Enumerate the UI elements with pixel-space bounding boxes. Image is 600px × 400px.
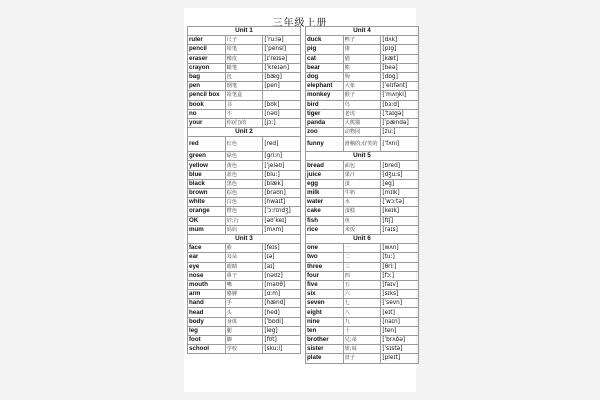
vocab-chinese: 大象	[343, 82, 381, 91]
vocab-phonetic: [wʌn]	[381, 244, 419, 253]
unit-header-row	[306, 27, 419, 36]
vocab-row	[188, 198, 301, 207]
vocab-chinese: 手	[225, 299, 263, 308]
vocab-chinese: 老虎	[343, 109, 381, 118]
vocab-chinese: 面包	[343, 161, 381, 170]
vocab-word: brother	[306, 336, 344, 345]
vocab-word: mum	[188, 225, 226, 234]
vocab-phonetic: [ˈkreɪən]	[263, 63, 301, 72]
vocab-chinese: 橡皮	[225, 54, 263, 63]
vocab-word: pencil box	[188, 91, 226, 100]
vocab-phonetic: [ˈruːlə]	[263, 36, 301, 45]
vocab-word: pencil	[188, 45, 226, 54]
unit-header: Unit 6	[306, 234, 419, 243]
vocab-chinese: 果汁	[343, 170, 381, 179]
vocab-row	[306, 82, 419, 91]
vocab-row	[188, 109, 301, 118]
vocab-word: head	[188, 308, 226, 317]
vocab-chinese: 蜡笔	[225, 63, 263, 72]
vocab-chinese: 七	[343, 299, 381, 308]
vocab-phonetic: [bred]	[381, 161, 419, 170]
vocab-phonetic: [ɪˈreɪsə]	[263, 54, 301, 63]
vocab-word: white	[188, 198, 226, 207]
vocab-row	[188, 290, 301, 299]
vocab-word: arm	[188, 290, 226, 299]
vocab-chinese: 黄色	[225, 161, 263, 170]
vocab-chinese: 盘子	[343, 354, 381, 363]
vocab-chinese: 滑稽的;好笑的	[343, 137, 381, 152]
vocab-row	[306, 63, 419, 72]
vocab-chinese: 姐;妹	[343, 345, 381, 354]
vocab-chinese: 狗	[343, 72, 381, 81]
vocab-row	[188, 253, 301, 262]
vocab-column-left	[187, 26, 301, 354]
vocab-chinese: 鼻子	[225, 271, 263, 280]
vocab-phonetic: [ˈsevn]	[381, 299, 419, 308]
vocab-phonetic: [dɒg]	[381, 72, 419, 81]
vocab-row	[188, 54, 301, 63]
vocab-word: eraser	[188, 54, 226, 63]
vocab-word: orange	[188, 207, 226, 216]
vocab-phonetic	[263, 91, 301, 100]
vocab-chinese: 不	[225, 109, 263, 118]
vocab-chinese: 八	[343, 308, 381, 317]
vocab-row	[306, 128, 419, 137]
vocab-row	[306, 308, 419, 317]
vocab-row	[306, 72, 419, 81]
vocab-row	[188, 137, 301, 152]
vocab-phonetic: [mɪlk]	[381, 189, 419, 198]
vocab-phonetic: [ˈbrʌðə]	[381, 336, 419, 345]
vocab-chinese: 你(们)的	[225, 118, 263, 127]
vocab-row	[188, 72, 301, 81]
vocab-word: ten	[306, 326, 344, 335]
vocab-word: blue	[188, 170, 226, 179]
vocab-phonetic: [nəʊz]	[263, 271, 301, 280]
vocab-word: book	[188, 100, 226, 109]
page-title: 三年级上册	[272, 18, 328, 29]
vocab-word: one	[306, 244, 344, 253]
vocab-row	[306, 109, 419, 118]
vocab-phonetic: [hwaɪt]	[263, 198, 301, 207]
vocab-phonetic: [braʊn]	[263, 189, 301, 198]
vocab-chinese: 水	[343, 198, 381, 207]
vocab-column-right	[305, 26, 419, 364]
vocab-word: yellow	[188, 161, 226, 170]
vocab-word: brown	[188, 189, 226, 198]
vocab-chinese: 眼睛	[225, 262, 263, 271]
vocab-chinese: 橙色	[225, 207, 263, 216]
vocab-row	[306, 345, 419, 354]
vocab-word: black	[188, 179, 226, 188]
vocab-word: leg	[188, 326, 226, 335]
vocab-word: your	[188, 118, 226, 127]
vocab-chinese: 十	[343, 326, 381, 335]
vocab-word: egg	[306, 179, 344, 188]
vocab-chinese: 鸟	[343, 100, 381, 109]
vocab-chinese: 尺子	[225, 36, 263, 45]
vocab-row	[306, 317, 419, 326]
vocab-row	[306, 253, 419, 262]
vocab-phonetic: [zuː]	[381, 128, 419, 137]
vocab-chinese: 嘴	[225, 280, 263, 289]
vocab-phonetic: [eɪt]	[381, 308, 419, 317]
vocab-row	[188, 216, 301, 225]
unit-header-row	[306, 152, 419, 161]
vocab-phonetic: [griːn]	[263, 152, 301, 161]
vocab-phonetic: [ˈwɔːtə]	[381, 198, 419, 207]
vocab-phonetic: [ˈpændə]	[381, 118, 419, 127]
vocab-phonetic: [pleɪt]	[381, 354, 419, 363]
vocab-row	[306, 100, 419, 109]
vocab-chinese: 米饭	[343, 225, 381, 234]
vocab-phonetic: [nəʊ]	[263, 109, 301, 118]
vocab-word: nose	[188, 271, 226, 280]
vocab-phonetic: [keɪk]	[381, 207, 419, 216]
vocab-chinese: 一	[343, 244, 381, 253]
vocab-phonetic: [fɔː]	[381, 271, 419, 280]
vocab-chinese: 妈妈	[225, 225, 263, 234]
vocab-word: duck	[306, 36, 344, 45]
vocab-row	[306, 336, 419, 345]
vocab-row	[188, 308, 301, 317]
vocab-word: red	[188, 137, 226, 152]
vocab-word: OK	[188, 216, 226, 225]
vocab-phonetic: [ˈpensl]	[263, 45, 301, 54]
vocab-chinese: 二	[343, 253, 381, 262]
vocab-row	[306, 262, 419, 271]
vocab-word: green	[188, 152, 226, 161]
vocab-chinese: 牛奶	[343, 189, 381, 198]
vocab-word: bag	[188, 72, 226, 81]
vocab-word: funny	[306, 137, 344, 152]
vocab-chinese: 六	[343, 290, 381, 299]
vocab-table-left	[187, 26, 301, 354]
vocab-phonetic: [tuː]	[381, 253, 419, 262]
vocab-word: ruler	[188, 36, 226, 45]
vocab-word: fish	[306, 216, 344, 225]
vocab-chinese: 五	[343, 280, 381, 289]
vocab-word: elephant	[306, 82, 344, 91]
vocab-chinese: 蓝色	[225, 170, 263, 179]
vocab-chinese: 好;行	[225, 216, 263, 225]
vocab-chinese: 白色	[225, 198, 263, 207]
vocab-word: bear	[306, 63, 344, 72]
vocab-phonetic: [raɪs]	[381, 225, 419, 234]
vocab-word: mouth	[188, 280, 226, 289]
vocab-phonetic: [ˈelɪfənt]	[381, 82, 419, 91]
vocab-phonetic: [kæt]	[381, 54, 419, 63]
vocab-row	[306, 118, 419, 127]
vocab-word: foot	[188, 336, 226, 345]
vocab-chinese: 铅笔盒	[225, 91, 263, 100]
vocab-word: crayon	[188, 63, 226, 72]
vocab-row	[306, 91, 419, 100]
vocab-row	[306, 216, 419, 225]
unit-header: Unit 2	[188, 128, 301, 137]
vocab-chinese: 棕色	[225, 189, 263, 198]
vocab-word: cake	[306, 207, 344, 216]
vocab-chinese: 学校	[225, 345, 263, 354]
vocab-row	[188, 262, 301, 271]
vocab-row	[188, 207, 301, 216]
unit-header: Unit 3	[188, 234, 301, 243]
vocab-row	[188, 225, 301, 234]
vocab-row	[306, 54, 419, 63]
vocab-row	[188, 82, 301, 91]
vocab-word: juice	[306, 170, 344, 179]
vocab-chinese: 脸	[225, 244, 263, 253]
vocab-row	[188, 244, 301, 253]
vocab-row	[188, 326, 301, 335]
vocab-row	[306, 354, 419, 363]
vocab-table-right	[305, 26, 419, 364]
vocab-chinese: 书	[225, 100, 263, 109]
vocab-row	[188, 152, 301, 161]
vocab-word: hand	[188, 299, 226, 308]
vocab-phonetic: [ten]	[381, 326, 419, 335]
vocab-row	[306, 225, 419, 234]
vocab-row	[188, 299, 301, 308]
vocab-row	[306, 207, 419, 216]
vocab-word: no	[188, 109, 226, 118]
vocab-chinese: 黑色	[225, 179, 263, 188]
vocab-word: pig	[306, 45, 344, 54]
vocab-phonetic: [bluː]	[263, 170, 301, 179]
vocab-phonetic: [əʊˈkeɪ]	[263, 216, 301, 225]
vocab-phonetic: [ˈfʌni]	[381, 137, 419, 152]
vocab-row	[188, 336, 301, 345]
vocab-row	[306, 179, 419, 188]
vocab-chinese: 包	[225, 72, 263, 81]
vocab-row	[306, 280, 419, 289]
vocab-chinese: 动物园	[343, 128, 381, 137]
unit-header-row	[306, 234, 419, 243]
vocab-chinese: 蛋	[343, 179, 381, 188]
vocab-word: panda	[306, 118, 344, 127]
vocab-row	[306, 161, 419, 170]
vocab-phonetic: [jɔː]	[263, 118, 301, 127]
vocab-chinese: 胳膊	[225, 290, 263, 299]
vocab-phonetic: [hed]	[263, 308, 301, 317]
vocab-word: two	[306, 253, 344, 262]
vocab-row	[188, 345, 301, 354]
vocab-phonetic: [feɪs]	[263, 244, 301, 253]
vocab-word: four	[306, 271, 344, 280]
vocab-row	[188, 280, 301, 289]
vocab-phonetic: [naɪn]	[381, 317, 419, 326]
vocab-word: pen	[188, 82, 226, 91]
unit-header: Unit 4	[306, 27, 419, 36]
vocab-phonetic: [maʊθ]	[263, 280, 301, 289]
vocab-row	[188, 179, 301, 188]
vocab-word: ear	[188, 253, 226, 262]
vocab-word: sister	[306, 345, 344, 354]
vocab-row	[306, 299, 419, 308]
vocab-chinese: 大熊猫	[343, 118, 381, 127]
vocab-chinese: 钢笔	[225, 82, 263, 91]
vocab-phonetic: [θriː]	[381, 262, 419, 271]
vocab-row	[188, 317, 301, 326]
vocab-chinese: 九	[343, 317, 381, 326]
vocab-chinese: 绿色	[225, 152, 263, 161]
vocab-row	[188, 161, 301, 170]
vocab-row	[306, 198, 419, 207]
vocab-row	[188, 91, 301, 100]
vocab-row	[306, 290, 419, 299]
unit-header-row	[188, 234, 301, 243]
vocab-phonetic: [blæk]	[263, 179, 301, 188]
vocab-word: water	[306, 198, 344, 207]
vocab-phonetic: [ˈtaɪgə]	[381, 109, 419, 118]
vocab-phonetic: [mʌm]	[263, 225, 301, 234]
vocab-row	[306, 170, 419, 179]
vocab-word: milk	[306, 189, 344, 198]
vocab-word: body	[188, 317, 226, 326]
vocab-word: tiger	[306, 109, 344, 118]
vocab-row	[188, 100, 301, 109]
vocab-row	[188, 63, 301, 72]
vocab-row	[306, 326, 419, 335]
vocab-chinese: 身体	[225, 317, 263, 326]
vocab-phonetic: [eg]	[381, 179, 419, 188]
vocab-row	[306, 137, 419, 152]
vocab-phonetic: [ɑːm]	[263, 290, 301, 299]
vocab-word: three	[306, 262, 344, 271]
vocab-phonetic: [dʌk]	[381, 36, 419, 45]
vocab-word: dog	[306, 72, 344, 81]
vocab-phonetic: [ˈbɒdi]	[263, 317, 301, 326]
vocab-word: cat	[306, 54, 344, 63]
vocab-word: bird	[306, 100, 344, 109]
vocab-row	[188, 189, 301, 198]
vocab-phonetic: [aɪ]	[263, 262, 301, 271]
vocab-word: six	[306, 290, 344, 299]
vocab-row	[306, 189, 419, 198]
vocab-row	[188, 118, 301, 127]
vocab-phonetic: [bæg]	[263, 72, 301, 81]
vocab-phonetic: [ˈjeləʊ]	[263, 161, 301, 170]
vocab-phonetic: [sɪks]	[381, 290, 419, 299]
vocab-row	[188, 271, 301, 280]
vocab-phonetic: [leg]	[263, 326, 301, 335]
unit-header-row	[188, 27, 301, 36]
vocab-phonetic: [pɪg]	[381, 45, 419, 54]
vocab-chinese: 鸭子	[343, 36, 381, 45]
vocab-word: nine	[306, 317, 344, 326]
vocab-row	[306, 36, 419, 45]
vocab-row	[188, 170, 301, 179]
vocab-phonetic: [red]	[263, 137, 301, 152]
vocab-row	[306, 271, 419, 280]
vocab-chinese: 三	[343, 262, 381, 271]
vocab-row	[306, 45, 419, 54]
vocab-phonetic: [ɪə]	[263, 253, 301, 262]
vocab-chinese: 耳朵	[225, 253, 263, 262]
unit-header: Unit 1	[188, 27, 301, 36]
vocab-chinese: 腿	[225, 326, 263, 335]
vocab-phonetic: [faɪv]	[381, 280, 419, 289]
vocab-phonetic: [fʊt]	[263, 336, 301, 345]
unit-header-row	[188, 128, 301, 137]
vocab-word: eye	[188, 262, 226, 271]
vocab-chinese: 熊	[343, 63, 381, 72]
vocab-chinese: 蛋糕	[343, 207, 381, 216]
vocab-word: seven	[306, 299, 344, 308]
unit-header: Unit 5	[306, 152, 419, 161]
vocab-phonetic: [hænd]	[263, 299, 301, 308]
vocab-row	[306, 244, 419, 253]
vocab-phonetic: [beə]	[381, 63, 419, 72]
vocab-phonetic: [bʊk]	[263, 100, 301, 109]
vocab-word: bread	[306, 161, 344, 170]
vocab-word: school	[188, 345, 226, 354]
vocab-word: five	[306, 280, 344, 289]
vocab-phonetic: [pen]	[263, 82, 301, 91]
vocab-chinese: 兄;弟	[343, 336, 381, 345]
vocab-row	[188, 45, 301, 54]
vocab-word: plate	[306, 354, 344, 363]
vocab-chinese: 红色	[225, 137, 263, 152]
vocab-chinese: 猴子	[343, 91, 381, 100]
vocab-chinese: 鱼	[343, 216, 381, 225]
vocab-word: zoo	[306, 128, 344, 137]
vocab-phonetic: [bɜːd]	[381, 100, 419, 109]
vocab-chinese: 四	[343, 271, 381, 280]
vocab-chinese: 猪	[343, 45, 381, 54]
vocab-phonetic: [skuːl]	[263, 345, 301, 354]
vocab-chinese: 脚	[225, 336, 263, 345]
vocab-row	[188, 36, 301, 45]
vocab-chinese: 头	[225, 308, 263, 317]
vocab-word: face	[188, 244, 226, 253]
vocab-word: eight	[306, 308, 344, 317]
vocab-phonetic: [dʒuːs]	[381, 170, 419, 179]
document-page	[184, 8, 416, 392]
vocab-phonetic: [fɪʃ]	[381, 216, 419, 225]
vocab-phonetic: [ˈsɪstə]	[381, 345, 419, 354]
vocab-word: rice	[306, 225, 344, 234]
vocab-phonetic: [ˈɔːrɪndʒ]	[263, 207, 301, 216]
vocab-phonetic: [ˈmʌŋki]	[381, 91, 419, 100]
vocab-chinese: 猫	[343, 54, 381, 63]
vocab-word: monkey	[306, 91, 344, 100]
vocab-chinese: 铅笔	[225, 45, 263, 54]
